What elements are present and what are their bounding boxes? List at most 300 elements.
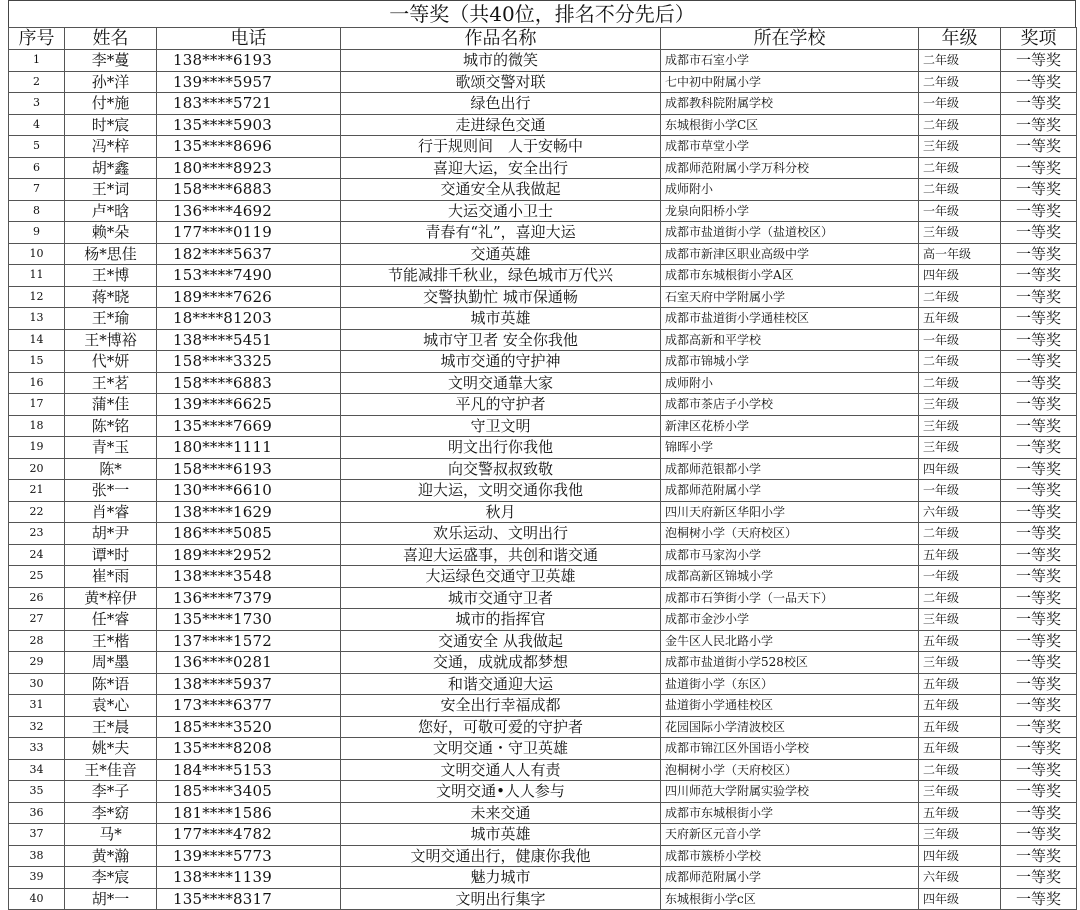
cell-phone: 185****3405 bbox=[157, 781, 341, 803]
award-sheet bbox=[8, 0, 1076, 910]
header-school: 所在学校 bbox=[661, 28, 919, 50]
table-row bbox=[9, 136, 1077, 158]
cell-grade: 六年级 bbox=[919, 501, 1001, 523]
cell-work-title: 文明出行集字 bbox=[341, 888, 661, 910]
table-row bbox=[9, 308, 1077, 330]
cell-name: 胡*鑫 bbox=[65, 157, 157, 179]
cell-school: 龙泉向阳桥小学 bbox=[661, 200, 919, 222]
cell-school: 成都市马家沟小学 bbox=[661, 544, 919, 566]
cell-work-title: 交通，成就成都梦想 bbox=[341, 652, 661, 674]
cell-phone: 138****3548 bbox=[157, 566, 341, 588]
cell-index: 23 bbox=[9, 523, 65, 545]
cell-school: 泡桐树小学（天府校区） bbox=[661, 523, 919, 545]
table-row bbox=[9, 437, 1077, 459]
cell-award: 一等奖 bbox=[1001, 286, 1077, 308]
cell-phone: 189****7626 bbox=[157, 286, 341, 308]
cell-work-title: 喜迎大运盛事，共创和谐交通 bbox=[341, 544, 661, 566]
cell-work-title: 文明交通人人有责 bbox=[341, 759, 661, 781]
cell-name: 胡*一 bbox=[65, 888, 157, 910]
cell-award: 一等奖 bbox=[1001, 93, 1077, 115]
cell-grade: 五年级 bbox=[919, 673, 1001, 695]
table-row bbox=[9, 652, 1077, 674]
cell-index: 16 bbox=[9, 372, 65, 394]
cell-school: 成都师范附属小学 bbox=[661, 867, 919, 889]
cell-phone: 135****8696 bbox=[157, 136, 341, 158]
cell-grade: 五年级 bbox=[919, 308, 1001, 330]
cell-grade: 一年级 bbox=[919, 566, 1001, 588]
cell-name: 王*晨 bbox=[65, 716, 157, 738]
cell-work-title: 安全出行幸福成都 bbox=[341, 695, 661, 717]
cell-grade: 二年级 bbox=[919, 523, 1001, 545]
cell-award: 一等奖 bbox=[1001, 802, 1077, 824]
cell-grade: 二年级 bbox=[919, 179, 1001, 201]
cell-name: 姚*夫 bbox=[65, 738, 157, 760]
cell-name: 王*茗 bbox=[65, 372, 157, 394]
cell-name: 杨*思佳 bbox=[65, 243, 157, 265]
cell-name: 时*宸 bbox=[65, 114, 157, 136]
cell-name: 赖*朵 bbox=[65, 222, 157, 244]
table-row bbox=[9, 630, 1077, 652]
cell-grade: 三年级 bbox=[919, 652, 1001, 674]
cell-index: 11 bbox=[9, 265, 65, 287]
cell-award: 一等奖 bbox=[1001, 329, 1077, 351]
cell-index: 6 bbox=[9, 157, 65, 179]
cell-grade: 一年级 bbox=[919, 93, 1001, 115]
header-grade: 年级 bbox=[919, 28, 1001, 50]
cell-work-title: 交通安全 从我做起 bbox=[341, 630, 661, 652]
cell-school: 花园国际小学清波校区 bbox=[661, 716, 919, 738]
cell-index: 34 bbox=[9, 759, 65, 781]
cell-award: 一等奖 bbox=[1001, 630, 1077, 652]
cell-index: 24 bbox=[9, 544, 65, 566]
cell-award: 一等奖 bbox=[1001, 544, 1077, 566]
table-row bbox=[9, 415, 1077, 437]
table-row bbox=[9, 566, 1077, 588]
cell-grade: 四年级 bbox=[919, 888, 1001, 910]
cell-grade: 二年级 bbox=[919, 157, 1001, 179]
cell-work-title: 明文出行你我他 bbox=[341, 437, 661, 459]
cell-award: 一等奖 bbox=[1001, 652, 1077, 674]
cell-award: 一等奖 bbox=[1001, 673, 1077, 695]
cell-name: 胡*尹 bbox=[65, 523, 157, 545]
cell-phone: 180****8923 bbox=[157, 157, 341, 179]
table-row bbox=[9, 243, 1077, 265]
cell-name: 蒲*佳 bbox=[65, 394, 157, 416]
cell-school: 成都师范银都小学 bbox=[661, 458, 919, 480]
cell-work-title: 绿色出行 bbox=[341, 93, 661, 115]
cell-name: 孙*洋 bbox=[65, 71, 157, 93]
cell-work-title: 城市英雄 bbox=[341, 824, 661, 846]
cell-school: 成师附小 bbox=[661, 179, 919, 201]
cell-award: 一等奖 bbox=[1001, 136, 1077, 158]
cell-index: 17 bbox=[9, 394, 65, 416]
table-row bbox=[9, 888, 1077, 910]
cell-work-title: 魅力城市 bbox=[341, 867, 661, 889]
cell-grade: 三年级 bbox=[919, 824, 1001, 846]
cell-award: 一等奖 bbox=[1001, 845, 1077, 867]
cell-index: 37 bbox=[9, 824, 65, 846]
cell-name: 李*子 bbox=[65, 781, 157, 803]
cell-name: 崔*雨 bbox=[65, 566, 157, 588]
cell-work-title: 文明交通靠大家 bbox=[341, 372, 661, 394]
cell-name: 黄*瀚 bbox=[65, 845, 157, 867]
cell-award: 一等奖 bbox=[1001, 781, 1077, 803]
cell-phone: 177****4782 bbox=[157, 824, 341, 846]
cell-school: 成都市锦城小学 bbox=[661, 351, 919, 373]
cell-name: 陈*语 bbox=[65, 673, 157, 695]
table-row bbox=[9, 673, 1077, 695]
table-row bbox=[9, 286, 1077, 308]
cell-index: 27 bbox=[9, 609, 65, 631]
cell-phone: 136****0281 bbox=[157, 652, 341, 674]
cell-name: 卢*晗 bbox=[65, 200, 157, 222]
cell-name: 肖*睿 bbox=[65, 501, 157, 523]
cell-index: 8 bbox=[9, 200, 65, 222]
header-row bbox=[9, 28, 1077, 50]
cell-work-title: 交通安全从我做起 bbox=[341, 179, 661, 201]
cell-school: 成都市簇桥小学校 bbox=[661, 845, 919, 867]
cell-school: 锦晖小学 bbox=[661, 437, 919, 459]
cell-work-title: 平凡的守护者 bbox=[341, 394, 661, 416]
cell-grade: 五年级 bbox=[919, 630, 1001, 652]
cell-index: 30 bbox=[9, 673, 65, 695]
cell-award: 一等奖 bbox=[1001, 695, 1077, 717]
cell-school: 泡桐树小学（天府校区） bbox=[661, 759, 919, 781]
cell-index: 19 bbox=[9, 437, 65, 459]
cell-name: 李*宸 bbox=[65, 867, 157, 889]
cell-name: 王*楷 bbox=[65, 630, 157, 652]
cell-grade: 高一年级 bbox=[919, 243, 1001, 265]
cell-school: 盐道街小学通桂校区 bbox=[661, 695, 919, 717]
cell-award: 一等奖 bbox=[1001, 738, 1077, 760]
cell-work-title: 喜迎大运，安全出行 bbox=[341, 157, 661, 179]
table-row bbox=[9, 480, 1077, 502]
cell-school: 成都市盐道街小学528校区 bbox=[661, 652, 919, 674]
cell-school: 石室天府中学附属小学 bbox=[661, 286, 919, 308]
cell-school: 新津区花桥小学 bbox=[661, 415, 919, 437]
table-header bbox=[9, 28, 1077, 50]
cell-work-title: 歌颂交警对联 bbox=[341, 71, 661, 93]
cell-work-title: 未来交通 bbox=[341, 802, 661, 824]
cell-work-title: 大运绿色交通守卫英雄 bbox=[341, 566, 661, 588]
cell-phone: 139****5773 bbox=[157, 845, 341, 867]
table-row bbox=[9, 329, 1077, 351]
cell-grade: 三年级 bbox=[919, 609, 1001, 631]
cell-name: 王*博裕 bbox=[65, 329, 157, 351]
cell-index: 28 bbox=[9, 630, 65, 652]
cell-work-title: 走进绿色交通 bbox=[341, 114, 661, 136]
table-row bbox=[9, 544, 1077, 566]
cell-school: 天府新区元音小学 bbox=[661, 824, 919, 846]
cell-phone: 138****6193 bbox=[157, 50, 341, 72]
cell-school: 成都市新津区职业高级中学 bbox=[661, 243, 919, 265]
cell-index: 15 bbox=[9, 351, 65, 373]
cell-index: 33 bbox=[9, 738, 65, 760]
cell-phone: 183****5721 bbox=[157, 93, 341, 115]
cell-grade: 五年级 bbox=[919, 695, 1001, 717]
table-row bbox=[9, 50, 1077, 72]
table-row bbox=[9, 867, 1077, 889]
table-row bbox=[9, 759, 1077, 781]
cell-name: 王*瑜 bbox=[65, 308, 157, 330]
table-row bbox=[9, 222, 1077, 244]
table-row bbox=[9, 587, 1077, 609]
cell-phone: 185****3520 bbox=[157, 716, 341, 738]
cell-index: 21 bbox=[9, 480, 65, 502]
table-row bbox=[9, 523, 1077, 545]
cell-school: 成都市草堂小学 bbox=[661, 136, 919, 158]
table-row bbox=[9, 845, 1077, 867]
cell-phone: 136****4692 bbox=[157, 200, 341, 222]
cell-name: 李*窈 bbox=[65, 802, 157, 824]
table-row bbox=[9, 179, 1077, 201]
table-row bbox=[9, 458, 1077, 480]
table-row bbox=[9, 501, 1077, 523]
cell-phone: 138****5451 bbox=[157, 329, 341, 351]
table-row bbox=[9, 781, 1077, 803]
cell-school: 成都市石笋街小学（一品天下） bbox=[661, 587, 919, 609]
cell-school: 成都市盐道街小学（盐道校区） bbox=[661, 222, 919, 244]
cell-index: 13 bbox=[9, 308, 65, 330]
cell-award: 一等奖 bbox=[1001, 200, 1077, 222]
cell-work-title: 城市交通守卫者 bbox=[341, 587, 661, 609]
cell-index: 31 bbox=[9, 695, 65, 717]
cell-phone: 139****6625 bbox=[157, 394, 341, 416]
cell-award: 一等奖 bbox=[1001, 222, 1077, 244]
cell-index: 40 bbox=[9, 888, 65, 910]
cell-school: 盐道街小学（东区） bbox=[661, 673, 919, 695]
cell-grade: 二年级 bbox=[919, 71, 1001, 93]
table-row bbox=[9, 265, 1077, 287]
cell-school: 成都市盐道街小学通桂校区 bbox=[661, 308, 919, 330]
header-index: 序号 bbox=[9, 28, 65, 50]
cell-work-title: 秋月 bbox=[341, 501, 661, 523]
cell-name: 马* bbox=[65, 824, 157, 846]
cell-grade: 二年级 bbox=[919, 587, 1001, 609]
cell-phone: 184****5153 bbox=[157, 759, 341, 781]
cell-index: 36 bbox=[9, 802, 65, 824]
cell-grade: 五年级 bbox=[919, 802, 1001, 824]
cell-school: 成都市东城根街小学A区 bbox=[661, 265, 919, 287]
cell-grade: 三年级 bbox=[919, 781, 1001, 803]
cell-name: 张*一 bbox=[65, 480, 157, 502]
cell-index: 5 bbox=[9, 136, 65, 158]
cell-phone: 18****81203 bbox=[157, 308, 341, 330]
cell-grade: 三年级 bbox=[919, 222, 1001, 244]
cell-name: 谭*时 bbox=[65, 544, 157, 566]
cell-phone: 135****8208 bbox=[157, 738, 341, 760]
cell-phone: 181****1586 bbox=[157, 802, 341, 824]
cell-index: 3 bbox=[9, 93, 65, 115]
cell-phone: 135****8317 bbox=[157, 888, 341, 910]
cell-grade: 六年级 bbox=[919, 867, 1001, 889]
cell-award: 一等奖 bbox=[1001, 566, 1077, 588]
cell-award: 一等奖 bbox=[1001, 480, 1077, 502]
cell-index: 2 bbox=[9, 71, 65, 93]
cell-phone: 182****5637 bbox=[157, 243, 341, 265]
table-row bbox=[9, 93, 1077, 115]
cell-index: 39 bbox=[9, 867, 65, 889]
table-row bbox=[9, 394, 1077, 416]
cell-grade: 二年级 bbox=[919, 759, 1001, 781]
cell-work-title: 守卫文明 bbox=[341, 415, 661, 437]
cell-index: 10 bbox=[9, 243, 65, 265]
cell-work-title: 交通英雄 bbox=[341, 243, 661, 265]
cell-award: 一等奖 bbox=[1001, 523, 1077, 545]
cell-award: 一等奖 bbox=[1001, 458, 1077, 480]
cell-index: 22 bbox=[9, 501, 65, 523]
cell-index: 38 bbox=[9, 845, 65, 867]
cell-school: 成都市锦江区外国语小学校 bbox=[661, 738, 919, 760]
cell-school: 四川师范大学附属实验学校 bbox=[661, 781, 919, 803]
cell-award: 一等奖 bbox=[1001, 437, 1077, 459]
cell-award: 一等奖 bbox=[1001, 415, 1077, 437]
table-row bbox=[9, 609, 1077, 631]
cell-work-title: 向交警叔叔致敬 bbox=[341, 458, 661, 480]
cell-index: 35 bbox=[9, 781, 65, 803]
header-phone: 电话 bbox=[157, 28, 341, 50]
cell-school: 成都教科院附属学校 bbox=[661, 93, 919, 115]
cell-award: 一等奖 bbox=[1001, 114, 1077, 136]
table-row bbox=[9, 114, 1077, 136]
cell-award: 一等奖 bbox=[1001, 587, 1077, 609]
cell-award: 一等奖 bbox=[1001, 243, 1077, 265]
cell-award: 一等奖 bbox=[1001, 824, 1077, 846]
cell-work-title: 交警执勤忙 城市保通畅 bbox=[341, 286, 661, 308]
cell-work-title: 您好，可敬可爱的守护者 bbox=[341, 716, 661, 738]
table-row bbox=[9, 71, 1077, 93]
table-body bbox=[9, 50, 1077, 910]
cell-grade: 三年级 bbox=[919, 415, 1001, 437]
header-name: 姓名 bbox=[65, 28, 157, 50]
cell-school: 成都高新和平学校 bbox=[661, 329, 919, 351]
cell-work-title: 迎大运，文明交通你我他 bbox=[341, 480, 661, 502]
cell-name: 周*墨 bbox=[65, 652, 157, 674]
cell-name: 黄*梓伊 bbox=[65, 587, 157, 609]
cell-work-title: 城市守卫者 安全你我他 bbox=[341, 329, 661, 351]
cell-work-title: 和谐交通迎大运 bbox=[341, 673, 661, 695]
cell-award: 一等奖 bbox=[1001, 351, 1077, 373]
cell-grade: 二年级 bbox=[919, 372, 1001, 394]
table-row bbox=[9, 802, 1077, 824]
cell-phone: 135****7669 bbox=[157, 415, 341, 437]
cell-work-title: 文明交通•人人参与 bbox=[341, 781, 661, 803]
table-row bbox=[9, 351, 1077, 373]
cell-grade: 四年级 bbox=[919, 265, 1001, 287]
cell-award: 一等奖 bbox=[1001, 50, 1077, 72]
cell-work-title: 城市英雄 bbox=[341, 308, 661, 330]
cell-name: 任*睿 bbox=[65, 609, 157, 631]
cell-grade: 三年级 bbox=[919, 136, 1001, 158]
cell-school: 成都市金沙小学 bbox=[661, 609, 919, 631]
cell-name: 代*妍 bbox=[65, 351, 157, 373]
cell-grade: 一年级 bbox=[919, 200, 1001, 222]
cell-grade: 四年级 bbox=[919, 845, 1001, 867]
cell-grade: 二年级 bbox=[919, 50, 1001, 72]
cell-phone: 135****1730 bbox=[157, 609, 341, 631]
cell-award: 一等奖 bbox=[1001, 609, 1077, 631]
cell-phone: 135****5903 bbox=[157, 114, 341, 136]
cell-award: 一等奖 bbox=[1001, 716, 1077, 738]
cell-work-title: 城市交通的守护神 bbox=[341, 351, 661, 373]
cell-phone: 158****3325 bbox=[157, 351, 341, 373]
cell-school: 成都市茶店子小学校 bbox=[661, 394, 919, 416]
cell-index: 32 bbox=[9, 716, 65, 738]
cell-index: 29 bbox=[9, 652, 65, 674]
cell-grade: 一年级 bbox=[919, 329, 1001, 351]
cell-award: 一等奖 bbox=[1001, 265, 1077, 287]
cell-phone: 158****6193 bbox=[157, 458, 341, 480]
cell-name: 王*词 bbox=[65, 179, 157, 201]
table-row bbox=[9, 372, 1077, 394]
cell-name: 冯*梓 bbox=[65, 136, 157, 158]
cell-phone: 153****7490 bbox=[157, 265, 341, 287]
cell-grade: 五年级 bbox=[919, 544, 1001, 566]
cell-grade: 五年级 bbox=[919, 738, 1001, 760]
cell-school: 成师附小 bbox=[661, 372, 919, 394]
cell-grade: 三年级 bbox=[919, 394, 1001, 416]
cell-phone: 130****6610 bbox=[157, 480, 341, 502]
cell-work-title: 城市的微笑 bbox=[341, 50, 661, 72]
cell-school: 成都师范附属小学万科分校 bbox=[661, 157, 919, 179]
cell-index: 25 bbox=[9, 566, 65, 588]
cell-award: 一等奖 bbox=[1001, 394, 1077, 416]
header-work: 作品名称 bbox=[341, 28, 661, 50]
table-row bbox=[9, 157, 1077, 179]
cell-work-title: 节能减排千秋业，绿色城市万代兴 bbox=[341, 265, 661, 287]
cell-index: 18 bbox=[9, 415, 65, 437]
cell-phone: 189****2952 bbox=[157, 544, 341, 566]
cell-school: 金牛区人民北路小学 bbox=[661, 630, 919, 652]
cell-phone: 137****1572 bbox=[157, 630, 341, 652]
cell-index: 20 bbox=[9, 458, 65, 480]
cell-school: 四川天府新区华阳小学 bbox=[661, 501, 919, 523]
cell-grade: 二年级 bbox=[919, 286, 1001, 308]
cell-award: 一等奖 bbox=[1001, 372, 1077, 394]
cell-index: 9 bbox=[9, 222, 65, 244]
cell-work-title: 欢乐运动、文明出行 bbox=[341, 523, 661, 545]
header-award: 奖项 bbox=[1001, 28, 1077, 50]
cell-name: 王*博 bbox=[65, 265, 157, 287]
cell-phone: 158****6883 bbox=[157, 179, 341, 201]
cell-school: 成都市东城根街小学 bbox=[661, 802, 919, 824]
award-table bbox=[8, 27, 1077, 910]
cell-award: 一等奖 bbox=[1001, 157, 1077, 179]
cell-award: 一等奖 bbox=[1001, 759, 1077, 781]
cell-grade: 一年级 bbox=[919, 480, 1001, 502]
cell-phone: 139****5957 bbox=[157, 71, 341, 93]
cell-phone: 180****1111 bbox=[157, 437, 341, 459]
table-row bbox=[9, 695, 1077, 717]
cell-index: 26 bbox=[9, 587, 65, 609]
table-row bbox=[9, 824, 1077, 846]
cell-grade: 三年级 bbox=[919, 437, 1001, 459]
cell-grade: 二年级 bbox=[919, 114, 1001, 136]
cell-index: 7 bbox=[9, 179, 65, 201]
cell-phone: 173****6377 bbox=[157, 695, 341, 717]
cell-name: 陈*铭 bbox=[65, 415, 157, 437]
cell-work-title: 文明交通・守卫英雄 bbox=[341, 738, 661, 760]
cell-school: 成都市石室小学 bbox=[661, 50, 919, 72]
sheet-title: 一等奖（共40位，排名不分先后） bbox=[8, 0, 1076, 27]
cell-award: 一等奖 bbox=[1001, 308, 1077, 330]
table-row bbox=[9, 200, 1077, 222]
cell-school: 成都师范附属小学 bbox=[661, 480, 919, 502]
cell-work-title: 文明交通出行，健康你我他 bbox=[341, 845, 661, 867]
cell-name: 李*蔓 bbox=[65, 50, 157, 72]
cell-index: 4 bbox=[9, 114, 65, 136]
cell-phone: 138****1629 bbox=[157, 501, 341, 523]
